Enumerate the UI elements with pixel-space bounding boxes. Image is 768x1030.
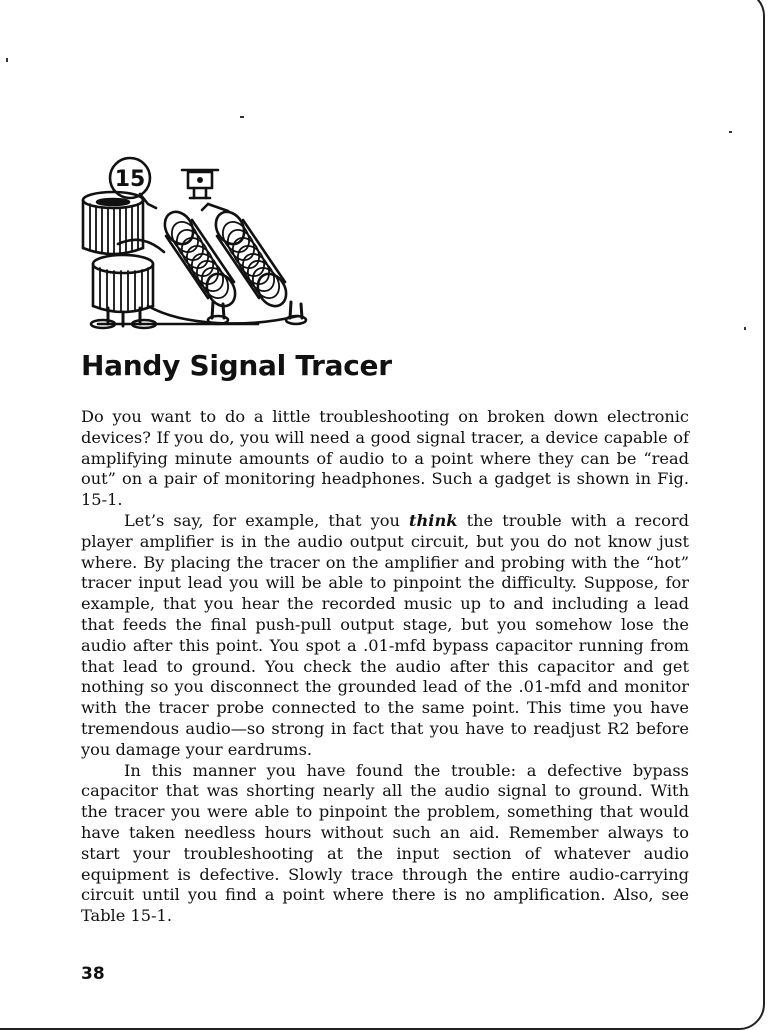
scan-speck: [240, 116, 244, 118]
paragraph-text: Do you want to do a little troubleshooting on broken down electronic devices? If you do, you will need a good signal tracer, a device capable of amplifying minute amounts of audio to a point where they can be “read out” on a pair of monitoring headphones. Such a gadget is shown in Fig. 15-1.: [81, 407, 689, 510]
paragraph: [81, 761, 689, 927]
paragraph-text: the trouble with a record player amplifier is in the audio output circuit, but you do not know just where. By placing the tracer on the amplifier and probing with the “hot” tracer input lead you will be able to pinpoint the difficulty. Suppose, for example, that you hear the recorded music up to and including a lead that feeds the final push-pull output stage, but you somehow lose the audio after this point. You spot a .01-mfd bypass capacitor running from that lead to ground. You check the audio after this capacitor and get nothing so you disconnect the grounded lead of the .01-mfd and monitor with the tracer probe connected to the same point. This time you have tremendous audio—so strong in fact that you have to readjust R2 before you damage your eardrums.: [81, 510, 689, 759]
paragraph: [81, 407, 689, 511]
page-title: Handy Signal Tracer: [81, 349, 392, 382]
paragraph: [81, 511, 689, 761]
capacitor-icon: [83, 192, 143, 254]
emphasized-word: think: [409, 510, 458, 530]
jack-icon: [182, 170, 218, 198]
page-number: 38: [81, 964, 105, 984]
chapter-number: 15: [114, 167, 146, 192]
transistor-icon: [91, 255, 156, 328]
paragraph-text: In this manner you have found the trouble: a defective bypass capacitor that was shorting nearly all the audio signal to ground. With the tracer you were able to pinpoint the problem, something that would have taken needless hours without such an aid. Remember always to start your troubleshooting at the input section of whatever audio equipment is defective. Slowly trace through the entire audio-carrying circuit until you find a point where there is no amplification. Also, see Table 15-1.: [81, 760, 689, 926]
scan-speck: [744, 327, 746, 330]
scan-speck: [729, 131, 732, 133]
article-body: [81, 407, 689, 927]
scan-speck: [6, 58, 8, 62]
paragraph-text: Let’s say, for example, that you: [124, 510, 410, 530]
coil-icon: [159, 207, 241, 324]
chapter-illustration: [78, 156, 328, 336]
